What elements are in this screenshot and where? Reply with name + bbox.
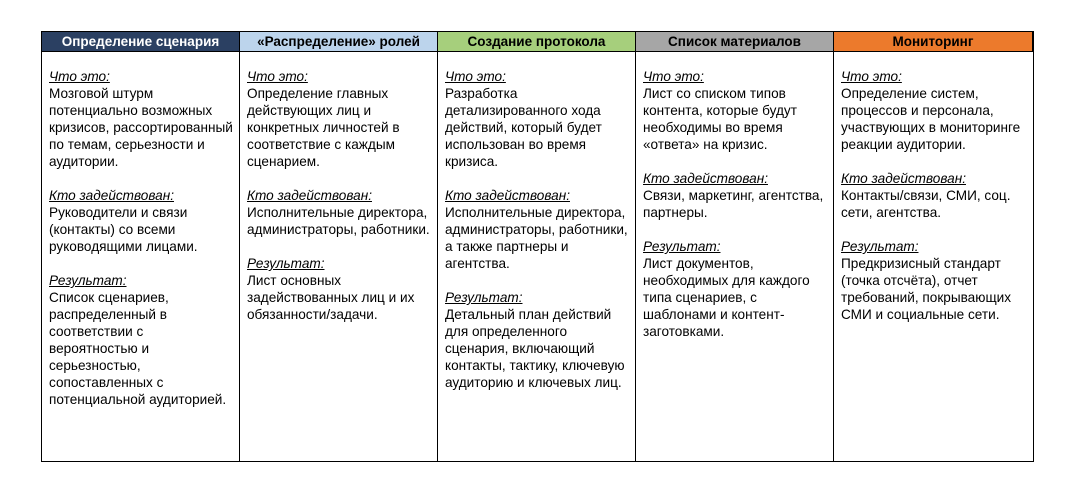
who-text: Контакты/связи, СМИ, соц. сети, агентства. bbox=[841, 188, 1011, 220]
who-text: Исполнительные директора, администраторы, работники, а также партнеры и агентства. bbox=[445, 205, 628, 271]
section-result bbox=[445, 289, 629, 391]
column-materials bbox=[636, 52, 834, 461]
what-label: Что это: bbox=[841, 69, 902, 84]
what-text: Разработка детализированного хода действий, который будет использован во время кризиса. bbox=[445, 86, 602, 169]
section-who bbox=[841, 170, 1027, 221]
section-what bbox=[49, 68, 233, 170]
section-who bbox=[247, 187, 431, 238]
column-protocol bbox=[438, 52, 636, 461]
who-text: Связи, маркетинг, агентства, партнеры. bbox=[643, 188, 824, 220]
what-label: Что это: bbox=[445, 69, 506, 84]
section-result bbox=[841, 238, 1027, 323]
section-what bbox=[247, 68, 431, 170]
result-label: Результат: bbox=[49, 273, 127, 288]
section-who bbox=[643, 170, 827, 221]
who-label: Кто задействован: bbox=[49, 188, 174, 203]
result-label: Результат: bbox=[445, 290, 523, 305]
who-text: Исполнительные директора, администраторы, работники. bbox=[247, 205, 430, 237]
result-label: Результат: bbox=[643, 239, 721, 254]
header-scenario: Определение сценария bbox=[42, 32, 240, 52]
section-what bbox=[841, 68, 1027, 153]
who-label: Кто задействован: bbox=[841, 171, 966, 186]
what-text: Лист со списком типов контента, которые будут необходимы во время «ответа» на кризис. bbox=[643, 86, 797, 152]
what-text: Определение систем, процессов и персонала, участвующих в мониторинге реакции аудитории. bbox=[841, 86, 1021, 152]
stages-table bbox=[41, 31, 1034, 462]
who-label: Кто задействован: bbox=[247, 188, 372, 203]
result-text: Предкризисный стандарт (точка отсчёта), отчет требований, покрывающих СМИ и социальные сети. bbox=[841, 256, 1012, 322]
result-text: Лист документов, необходимых для каждого типа сценариев, с шаблонами и контент-заготовками. bbox=[643, 256, 810, 339]
column-scenario bbox=[42, 52, 240, 461]
who-text: Руководители и связи (контакты) со всеми руководящими лицами. bbox=[49, 205, 198, 254]
result-text: Список сценариев, распределенный в соответствии с вероятностью и серьезностью, сопоставленных с потенциальной аудиторией. bbox=[49, 290, 227, 407]
column-monitoring bbox=[834, 52, 1033, 461]
header-monitoring: Мониторинг bbox=[834, 32, 1033, 52]
result-label: Результат: bbox=[247, 256, 325, 271]
what-label: Что это: bbox=[49, 69, 110, 84]
result-text: Лист основных задействованных лиц и их обязанности/задачи. bbox=[247, 273, 415, 322]
column-roles bbox=[240, 52, 438, 461]
section-result bbox=[247, 255, 431, 323]
who-label: Кто задействован: bbox=[445, 188, 570, 203]
section-what bbox=[445, 68, 629, 170]
header-materials: Список материалов bbox=[636, 32, 834, 52]
what-label: Что это: bbox=[247, 69, 308, 84]
section-what bbox=[643, 68, 827, 153]
what-text: Определение главных действующих лиц и конкретных личностей в соответствие с каждым сценарием. bbox=[247, 86, 400, 169]
result-label: Результат: bbox=[841, 239, 919, 254]
header-protocol: Создание протокола bbox=[438, 32, 636, 52]
what-label: Что это: bbox=[643, 69, 704, 84]
who-label: Кто задействован: bbox=[643, 171, 768, 186]
section-result bbox=[49, 272, 233, 408]
section-result bbox=[643, 238, 827, 340]
header-roles: «Распределение» ролей bbox=[240, 32, 438, 52]
section-who bbox=[49, 187, 233, 255]
result-text: Детальный план действий для определенного сценария, включающий контакты, тактику, ключевую аудиторию и ключевых лиц. bbox=[445, 307, 625, 390]
what-text: Мозговой штурм потенциально возможных кризисов, рассортированный по темам, серьезности и аудитории. bbox=[49, 86, 233, 169]
section-who bbox=[445, 187, 629, 272]
